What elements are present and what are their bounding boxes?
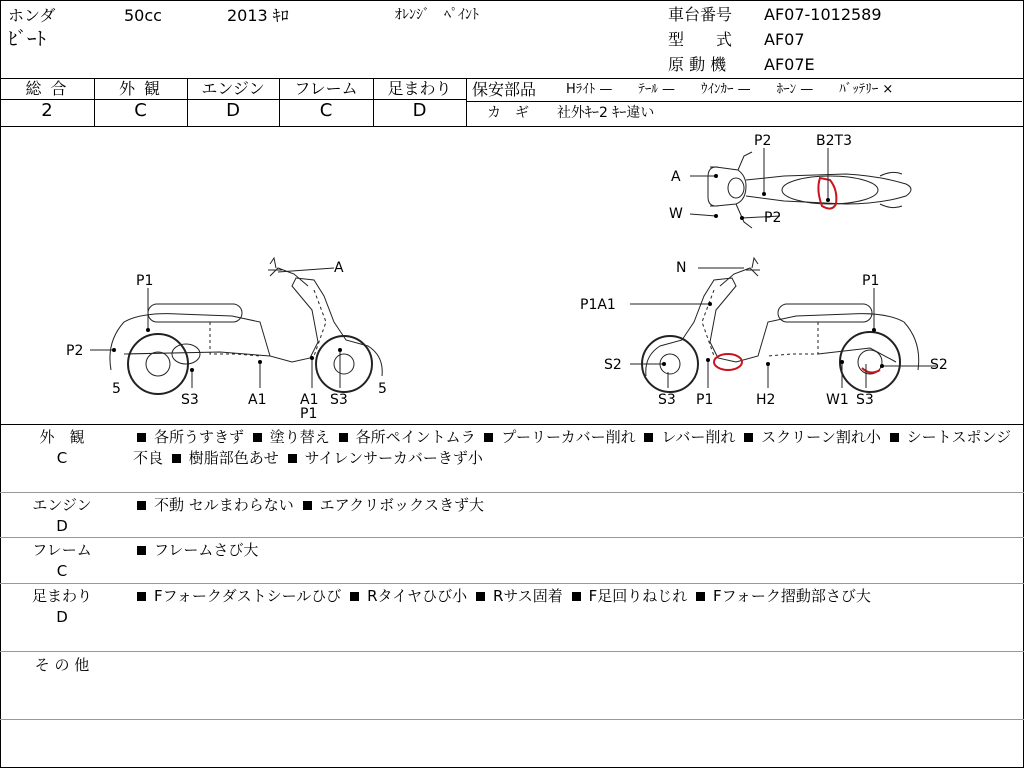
label-5: 5 xyxy=(112,381,121,397)
label-s3: S3 xyxy=(856,392,874,408)
frame-section-grade: C xyxy=(56,562,68,580)
label-w1: W1 xyxy=(826,392,849,408)
label-s2: S2 xyxy=(930,357,948,373)
bullet-square-icon xyxy=(572,592,581,601)
exterior-section-label: 外 観 xyxy=(39,428,85,446)
label-s2: S2 xyxy=(604,357,622,373)
bullet-square-icon xyxy=(890,433,899,442)
bullet-square-icon xyxy=(476,592,485,601)
label-a1: A1 xyxy=(248,392,267,408)
engine-section-label: エンジン xyxy=(32,496,92,514)
remark-item: フレームさび大 xyxy=(154,541,259,559)
remark-item: Rタイヤひび小 xyxy=(367,587,468,605)
label-p1: P1 xyxy=(300,406,318,422)
model-name: ﾋﾞｰﾄ xyxy=(8,28,47,50)
body-color: ｵﾚﾝｼﾞ ﾍﾟｲﾝﾄ xyxy=(395,7,479,23)
damage-diagram xyxy=(0,126,1022,424)
bullet-square-icon xyxy=(744,433,753,442)
type-label: 型 式 xyxy=(668,30,733,49)
label-p1: P1 xyxy=(862,273,880,289)
bullet-square-icon xyxy=(696,592,705,601)
remark-item: 不動 セルまわらない xyxy=(154,496,294,514)
label-p1a1: P1A1 xyxy=(580,297,616,313)
grade-value-suspension: D xyxy=(412,100,427,121)
suspension-section-label: 足まわり xyxy=(31,587,92,605)
frame-remarks xyxy=(133,540,1013,561)
bullet-square-icon xyxy=(303,501,312,510)
engine-model: AF07E xyxy=(764,55,815,74)
divider xyxy=(0,583,1024,584)
divider xyxy=(0,492,1024,493)
safety-parts-status: Hﾗｲﾄ — ﾃｰﾙ — ｳｲﾝｶｰ — ﾎｰﾝ — ﾊﾞｯﾃﾘｰ × xyxy=(566,82,894,97)
remark-item: Fフォーク摺動部さび大 xyxy=(713,587,871,605)
remark-item: 樹脂部色あせ xyxy=(188,449,279,467)
bullet-square-icon xyxy=(484,433,493,442)
exterior-remarks xyxy=(133,427,1013,469)
bullet-square-icon xyxy=(339,433,348,442)
grade-label-suspension: 足まわり xyxy=(387,79,452,98)
label-n: N xyxy=(676,260,687,276)
remark-item: 各所うすきず xyxy=(154,428,245,446)
grade-label-engine: エンジン xyxy=(201,79,265,98)
label-p2: P2 xyxy=(764,210,782,226)
divider xyxy=(0,651,1024,652)
bullet-square-icon xyxy=(253,433,262,442)
parts-divider xyxy=(466,101,1022,102)
remark-item: シートスポンジ不良 xyxy=(133,428,1012,467)
other-section-label: そ の 他 xyxy=(34,656,90,674)
suspension-remarks xyxy=(133,586,1013,607)
label-p1: P1 xyxy=(136,273,154,289)
bullet-square-icon xyxy=(137,501,146,510)
grade-label-overall: 総 合 xyxy=(25,79,69,98)
diagram-divider xyxy=(0,424,1024,425)
label-s3: S3 xyxy=(181,392,199,408)
label-a: A xyxy=(334,260,344,276)
label-p2: P2 xyxy=(66,343,84,359)
grade-label-exterior: 外 観 xyxy=(118,79,163,98)
label-h2: H2 xyxy=(756,392,776,408)
label-w: W xyxy=(669,206,683,222)
label-a: A xyxy=(671,169,681,185)
grade-value-overall: 2 xyxy=(41,100,53,121)
label-b2t3: B2T3 xyxy=(816,133,852,149)
label-p1: P1 xyxy=(696,392,714,408)
grade-value-engine: D xyxy=(226,100,240,121)
safety-parts-label: 保安部品 xyxy=(472,80,537,99)
bullet-square-icon xyxy=(644,433,653,442)
engine-label: 原 動 機 xyxy=(668,55,727,74)
label-s3: S3 xyxy=(330,392,348,408)
divider xyxy=(0,537,1024,538)
bullet-square-icon xyxy=(172,454,181,463)
divider xyxy=(466,78,467,126)
chassis-number: AF07-1012589 xyxy=(764,5,882,24)
engine-remarks xyxy=(133,495,1013,516)
divider xyxy=(0,719,1024,720)
remark-item: Rサス固着 xyxy=(492,587,563,605)
bullet-square-icon xyxy=(137,546,146,555)
label-a1: A1 xyxy=(300,392,319,408)
grade-value-exterior: C xyxy=(134,100,147,121)
remark-item: エアクリボックスきず大 xyxy=(319,496,484,514)
scooter-top-view xyxy=(708,152,911,228)
exterior-section-grade: C xyxy=(56,449,68,467)
remark-item: サイレンサーカバーきず小 xyxy=(304,449,483,467)
remark-item: レバー削れ xyxy=(661,428,736,446)
chassis-label: 車台番号 xyxy=(668,5,733,24)
remark-item: Fフォークダストシールひび xyxy=(154,587,342,605)
remark-item: スクリーン割れ小 xyxy=(761,428,881,446)
type-value: AF07 xyxy=(764,30,805,49)
remark-item: 各所ペイントムラ xyxy=(355,428,476,446)
bullet-square-icon xyxy=(137,592,146,601)
grade-value-frame: C xyxy=(319,100,333,121)
label-5: 5 xyxy=(378,381,387,397)
remark-item: プーリーカバー削れ xyxy=(501,428,636,446)
bullet-square-icon xyxy=(137,433,146,442)
key-info: カ ギ 社外ｷｰ2 ｷｰ違い xyxy=(487,105,655,121)
engine-section-grade: D xyxy=(56,517,68,535)
label-s3: S3 xyxy=(658,392,676,408)
model-year: 2013 ｷﾛ xyxy=(227,6,289,25)
frame-section-label: フレーム xyxy=(32,541,92,559)
maker: ホンダ xyxy=(8,6,56,25)
bullet-square-icon xyxy=(350,592,359,601)
diagram-markers xyxy=(112,174,884,372)
label-p2: P2 xyxy=(754,133,772,149)
grade-label-frame: フレーム xyxy=(294,79,358,98)
remark-item: 塗り替え xyxy=(269,428,330,446)
remark-item: F足回りねじれ xyxy=(588,587,688,605)
bullet-square-icon xyxy=(288,454,297,463)
suspension-section-grade: D xyxy=(56,608,68,626)
displacement: 50cc xyxy=(124,6,162,25)
